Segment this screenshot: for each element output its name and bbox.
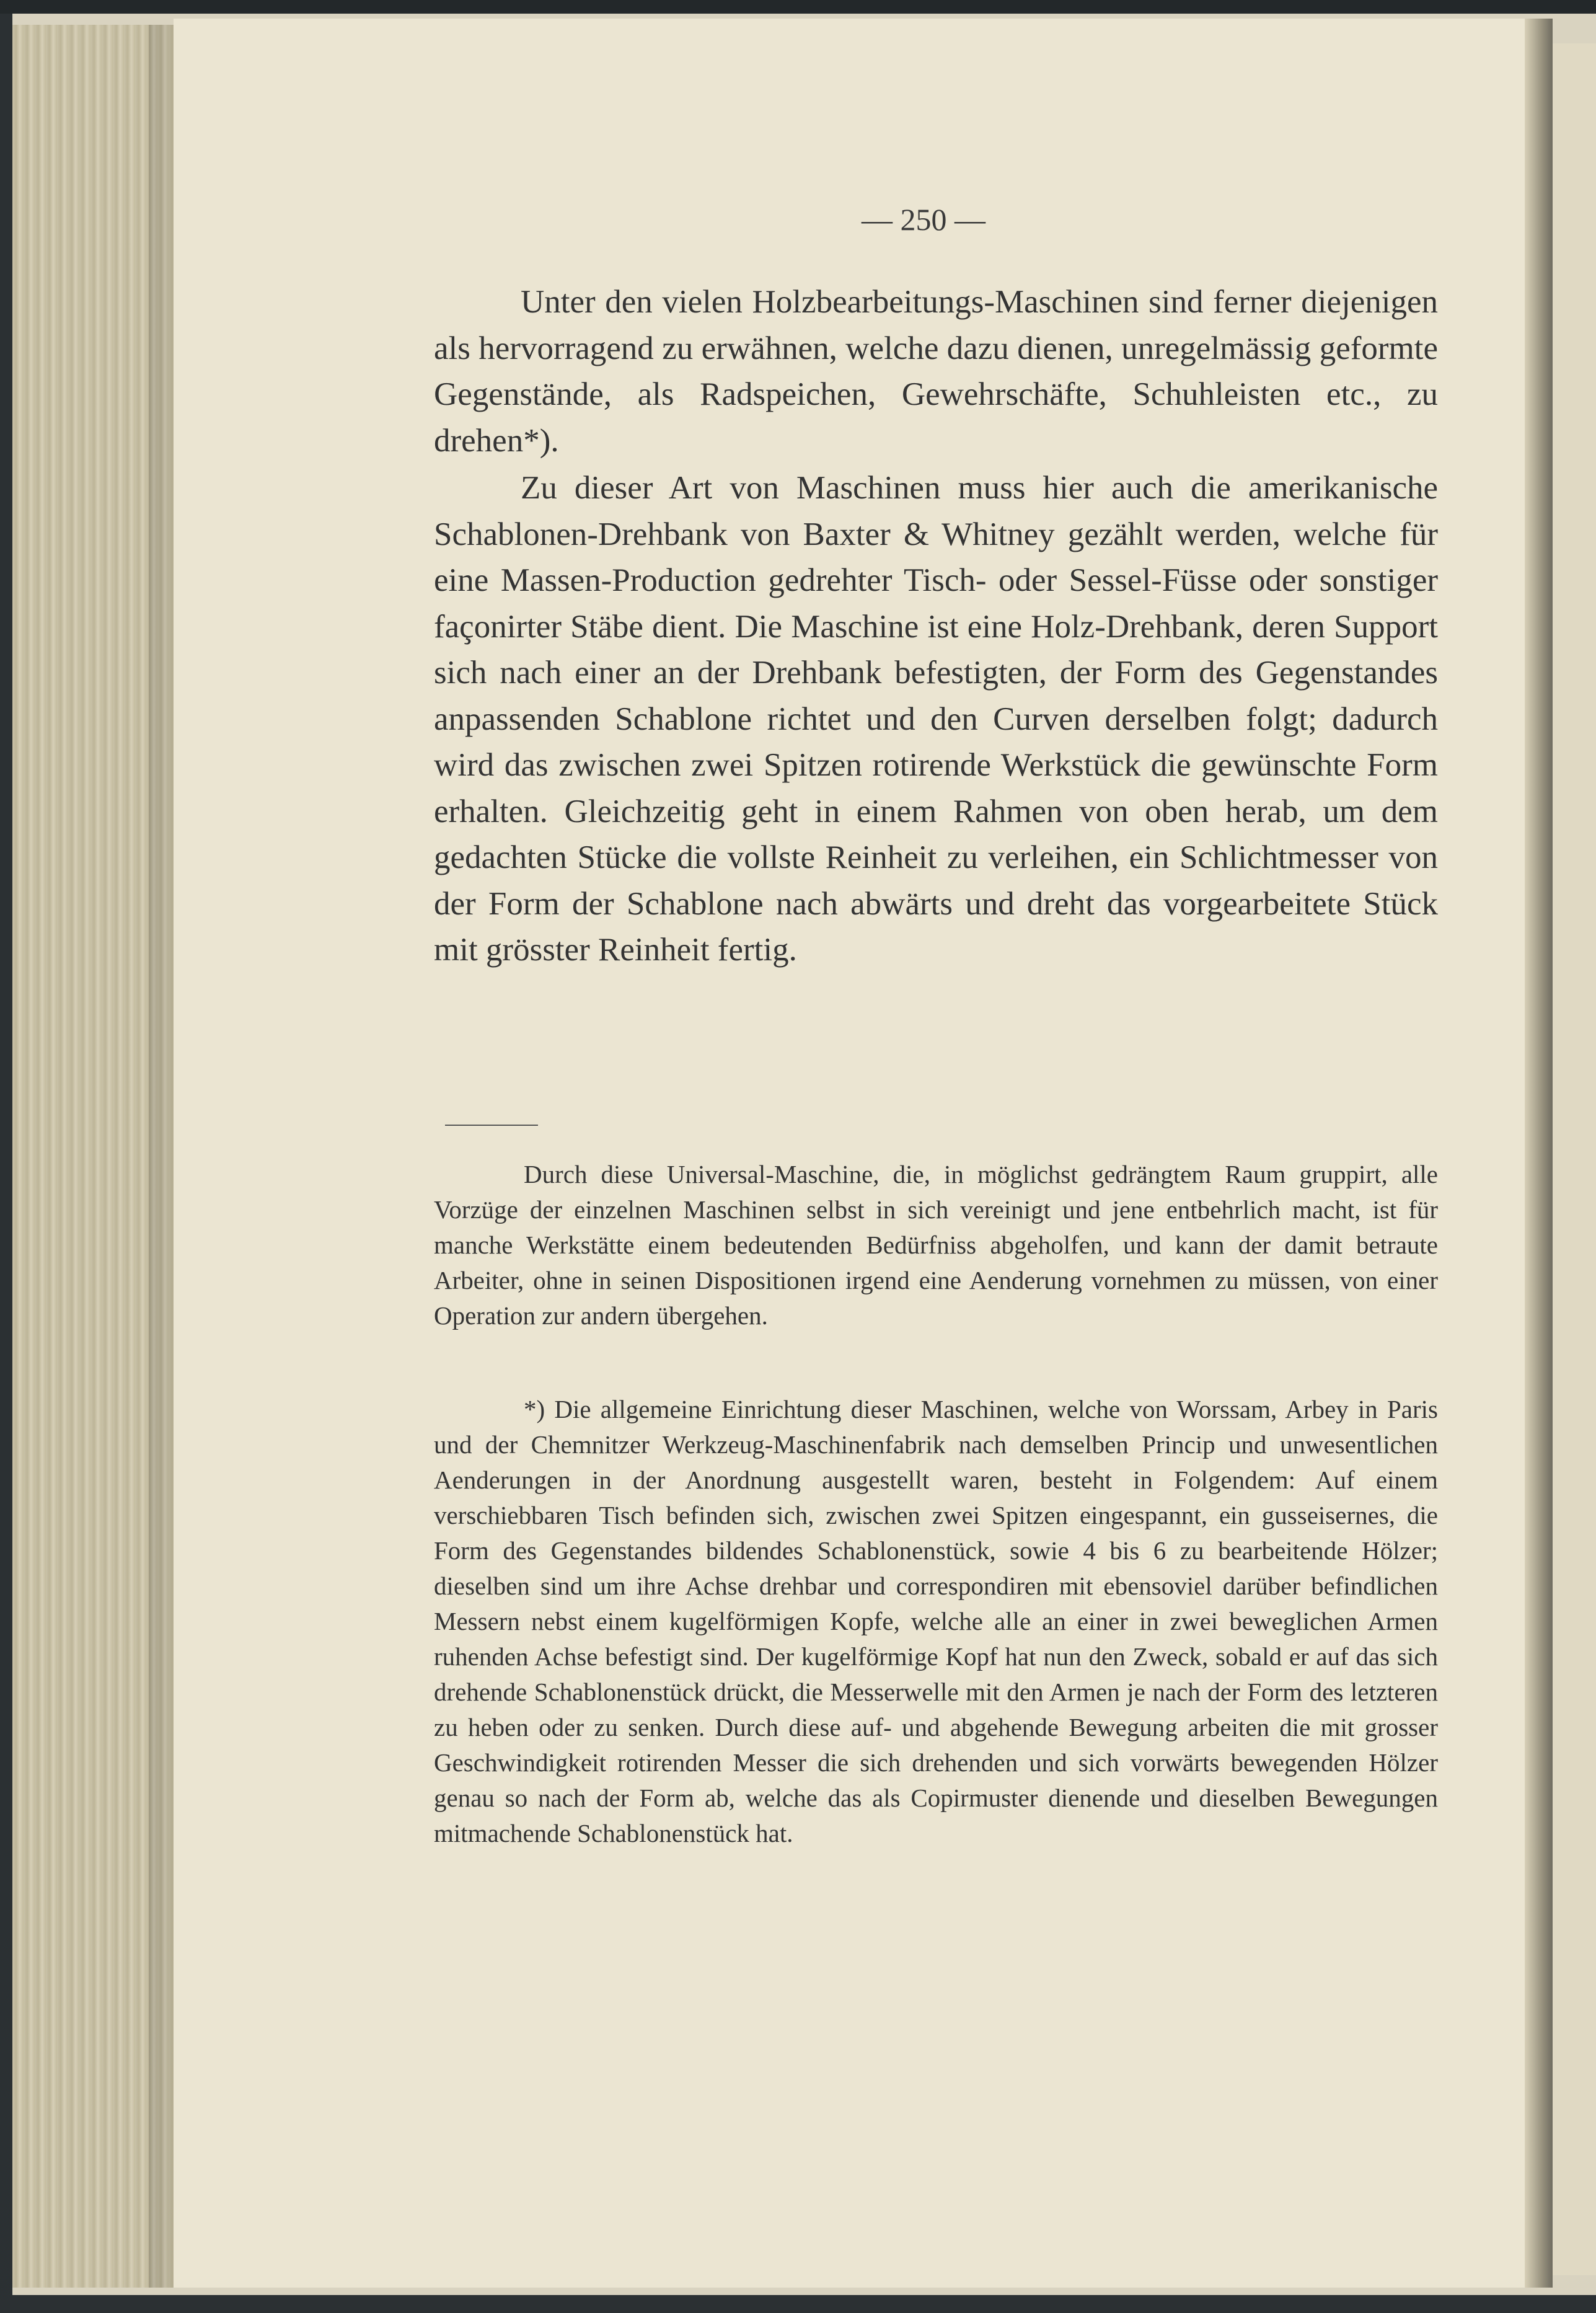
footnote-continuation bbox=[434, 1157, 1438, 1333]
footnote-continuation-text: Durch diese Universal-Maschine, die, in möglichst gedrängtem Raum gruppirt, alle Vorzüge der einzelnen Maschinen selbst in sich vereinigt und jene entbehrlich macht, ist für manche Werkstätte einem bedeutenden Bedürfniss abgeholfen, und kann der damit betraute Arbeiter, ohne in seinen Dispositionen irgend eine Aenderung vornehmen zu müssen, von einer Operation zur andern übergehen. bbox=[434, 1160, 1438, 1330]
main-text bbox=[434, 279, 1438, 973]
footnote-star-text: *) Die allgemeine Einrichtung dieser Maschinen, welche von Worssam, Arbey in Paris und der Chemnitzer Werkzeug-Maschinenfabrik nach demselben Princip und unwesentlichen Aenderungen in der Anordnung ausgestellt waren, besteht in Folgendem: Auf einem verschiebbaren Tisch befinden sich, zwischen zwei Spitzen eingespannt, ein gusseisernes, die Form des Gegenstandes bildendes Schablonenstück, sowie 4 bis 6 zu bearbeitende Hölzer; dieselben sind um ihre Achse drehbar und correspondiren mit ebensoviel darüber befindlichen Messern nebst einem kugelförmigen Kopfe, welche alle an einer in zwei beweglichen Armen ruhenden Achse befestigt sind. Der kugelförmige Kopf hat nun den Zweck, sobald er auf das sich drehende Schablonenstück drückt, die Messerwelle mit den Armen je nach der Form des letzteren zu heben oder zu senken. Durch diese auf- und abgehende Bewegung arbeiten die mit grosser Geschwindigkeit rotirenden Messer die sich drehenden und sich vorwärts bewegenden Hölzer genau so nach der Form ab, welche das als Copirmuster dienende und dieselben Bewegungen mitmachende Schablonenstück hat. bbox=[434, 1395, 1438, 1847]
paragraph-2: Zu dieser Art von Maschinen muss hier auch die amerikanische Schablonen-Drehbank von Baxter & Whitney gezählt werden, welche für eine Massen-Production gedrehter Tisch- oder Sessel-Füsse oder sonstiger façonirter Stäbe dient. Die Maschine ist eine Holz-Drehbank, deren Support sich nach einer an der Drehbank befestigten, der Form des Gegenstandes anpassenden Schablone richtet und den Curven derselben folgt; dadurch wird das zwischen zwei Spitzen rotirende Werkstück die gewünschte Form erhalten. Gleichzeitig geht in einem Rahmen von oben herab, um dem gedachten Stücke die vollste Reinheit zu verleihen, ein Schlichtmesser von der Form der Schablone nach abwärts und dreht das vorgearbeitete Stück mit grösster Reinheit fertig. bbox=[434, 470, 1438, 968]
paragraph-1: Unter den vielen Holzbearbeitungs-Maschinen sind ferner diejenigen als hervorragend zu erwähnen, welche dazu dienen, unregelmässig geformte Gegenstände, als Radspeichen, Gewehrschäfte, Schuhleisten etc., zu drehen*). bbox=[434, 284, 1438, 459]
footnote-rule bbox=[445, 1125, 538, 1126]
footnote-star bbox=[434, 1392, 1438, 1851]
gutter-shadow bbox=[1525, 19, 1553, 2288]
background-board bbox=[0, 0, 1596, 14]
page-number: — 250 — bbox=[862, 202, 985, 237]
